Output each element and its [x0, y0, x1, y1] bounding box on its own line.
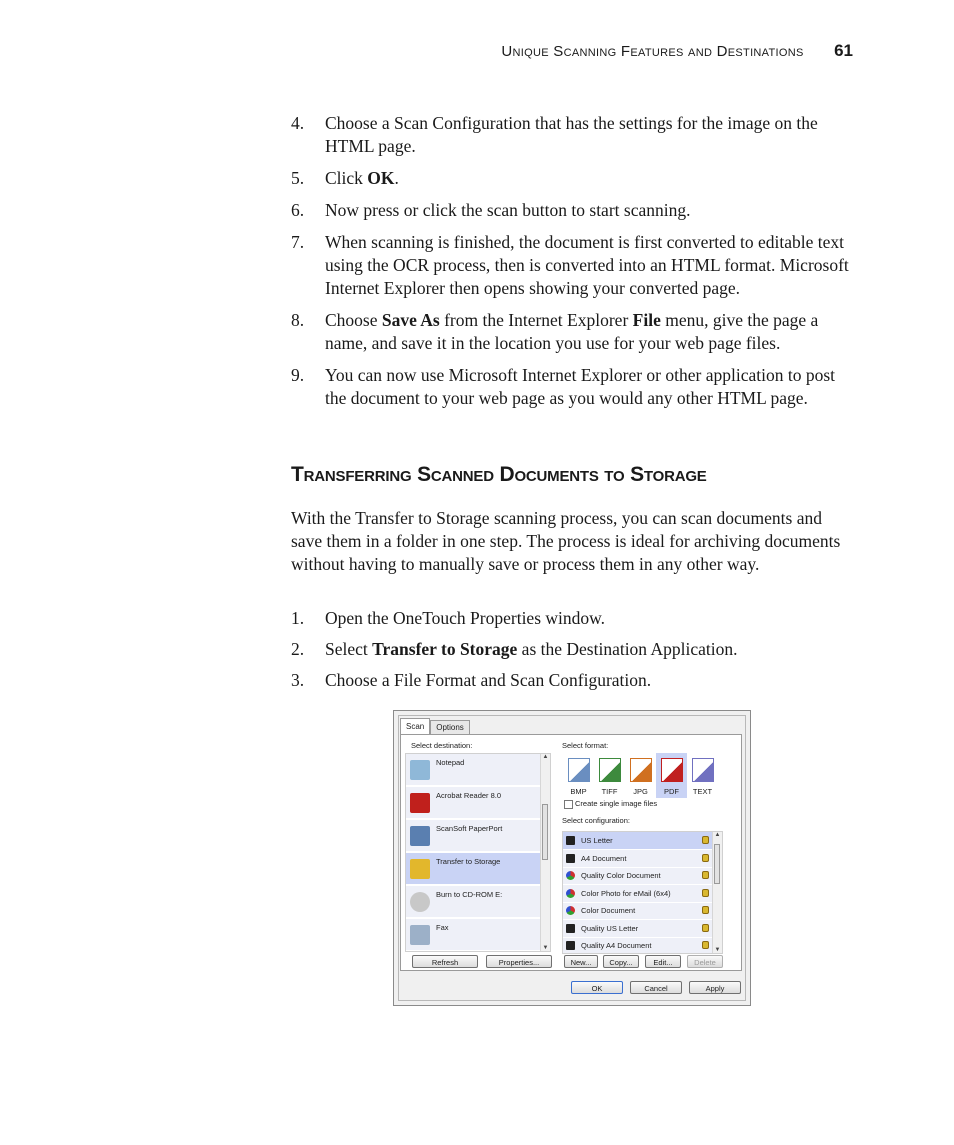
- bw-doc-icon: [566, 941, 575, 950]
- configuration-item[interactable]: [563, 902, 712, 920]
- lock-icon: [702, 906, 709, 914]
- configuration-label: A4 Document: [581, 853, 627, 863]
- steps-list-bottom: [291, 607, 851, 700]
- configuration-scrollbar[interactable]: [712, 832, 722, 953]
- destination-label: ScanSoft PaperPort: [436, 824, 503, 833]
- configuration-item[interactable]: [563, 867, 712, 885]
- step-number: 4.: [291, 113, 305, 133]
- destination-label: Acrobat Reader 8.0: [436, 791, 502, 800]
- storage-icon: [410, 859, 430, 879]
- step-number: 6.: [291, 200, 305, 220]
- step-text: from the Internet Explorer: [439, 310, 633, 330]
- running-header: [430, 41, 853, 61]
- step-text: Choose a Scan Configuration that has the settings for the image on the HTML page.: [325, 113, 818, 156]
- lock-icon: [702, 941, 709, 949]
- section-heading: Transferring Scanned Documents to Storage: [291, 463, 707, 486]
- step-text: Now press or click the scan button to start scanning.: [325, 200, 691, 220]
- step-text: You can now use Microsoft Internet Explorer or other application to post the document to your web page as you would any other HTML page.: [325, 365, 835, 408]
- step-emphasis: Save As: [381, 310, 440, 330]
- step-number: 3.: [291, 670, 305, 690]
- single-image-checkbox-label: Create single image files: [575, 799, 658, 808]
- properties-button[interactable]: Properties...: [486, 955, 552, 968]
- list-item: [291, 112, 851, 158]
- destination-label: Notepad: [436, 758, 465, 767]
- format-bmp-button[interactable]: [563, 753, 594, 798]
- step-number: 7.: [291, 232, 305, 252]
- configuration-label: Quality A4 Document: [581, 941, 652, 950]
- destination-scrollbar[interactable]: [540, 754, 550, 951]
- copy-button[interactable]: Copy...: [603, 955, 639, 968]
- scroll-down-icon[interactable]: ▼: [542, 945, 549, 951]
- notepad-icon: [410, 760, 430, 780]
- cancel-button[interactable]: Cancel: [630, 981, 682, 994]
- configuration-item[interactable]: [563, 937, 712, 954]
- list-item: [291, 231, 851, 300]
- tab-bar: [400, 720, 470, 734]
- list-item: [291, 199, 851, 222]
- step-number: 1.: [291, 608, 305, 628]
- configuration-item[interactable]: [563, 920, 712, 938]
- step-emphasis: Transfer to Storage: [372, 639, 518, 659]
- destination-item[interactable]: [406, 754, 540, 786]
- format-label: TEXT: [692, 787, 713, 796]
- list-item: [291, 309, 851, 355]
- list-item: [291, 607, 851, 630]
- destination-item[interactable]: [406, 853, 540, 885]
- list-item: [291, 364, 851, 410]
- ok-button[interactable]: OK: [571, 981, 623, 994]
- configuration-label: Quality Color Document: [581, 871, 661, 880]
- step-text: Choose a File Format and Scan Configuration.: [325, 670, 652, 690]
- scroll-up-icon[interactable]: ▲: [542, 754, 549, 760]
- lock-icon: [702, 871, 709, 879]
- tab-options[interactable]: Options: [430, 720, 470, 734]
- destination-label: Burn to CD-ROM E:: [436, 890, 503, 899]
- step-text: When scanning is finished, the document is first converted to editable text using the OCR process, then is converted into an HTML format. Microsoft Internet Explorer then opens showing your converted page.: [325, 232, 849, 298]
- configuration-label: Color Document: [581, 906, 636, 915]
- bw-doc-icon: [566, 854, 575, 863]
- step-text: .: [394, 168, 399, 188]
- acrobat-icon: [410, 793, 430, 813]
- scroll-thumb[interactable]: [714, 844, 720, 884]
- select-configuration-label: Select configuration:: [562, 816, 630, 825]
- configuration-item[interactable]: [563, 850, 712, 868]
- fax-icon: [410, 925, 430, 945]
- lock-icon: [702, 924, 709, 932]
- step-text: Choose: [325, 310, 382, 330]
- format-jpg-button[interactable]: [625, 753, 656, 798]
- format-pdf-button[interactable]: [656, 753, 687, 798]
- lock-icon: [702, 889, 709, 897]
- delete-button[interactable]: Delete: [687, 955, 723, 968]
- scroll-up-icon[interactable]: ▲: [714, 832, 721, 838]
- file-format-icon: [692, 758, 714, 782]
- new-button[interactable]: New...: [564, 955, 598, 968]
- destination-label: Transfer to Storage: [436, 857, 501, 866]
- page-number: 61: [834, 41, 853, 60]
- destination-item[interactable]: [406, 820, 540, 852]
- configuration-item[interactable]: [563, 832, 712, 850]
- step-text: as the Destination Application.: [517, 639, 738, 659]
- step-number: 9.: [291, 365, 305, 385]
- format-label: BMP: [570, 787, 587, 796]
- intro-paragraph: With the Transfer to Storage scanning process, you can scan documents and save them in a folder in one step. The process is ideal for archiving documents without having to manually save or process them in any other way.: [291, 508, 841, 574]
- step-number: 5.: [291, 168, 305, 188]
- format-text-button[interactable]: [687, 753, 718, 798]
- step-number: 2.: [291, 639, 305, 659]
- onetouch-properties-dialog: [393, 710, 751, 1006]
- edit-button[interactable]: Edit...: [645, 955, 681, 968]
- file-format-icon: [661, 758, 683, 782]
- step-text: Open the OneTouch Properties window.: [325, 608, 606, 628]
- configuration-label: US Letter: [581, 836, 613, 845]
- steps-list-top: [291, 112, 851, 419]
- format-label: PDF: [664, 787, 679, 796]
- cd-icon: [410, 892, 430, 912]
- apply-button[interactable]: Apply: [689, 981, 741, 994]
- configuration-list[interactable]: [562, 831, 723, 954]
- select-format-label: Select format:: [562, 741, 609, 750]
- file-format-icon: [599, 758, 621, 782]
- lock-icon: [702, 836, 709, 844]
- scroll-down-icon[interactable]: ▼: [714, 947, 721, 953]
- destination-list[interactable]: [405, 753, 551, 952]
- lock-icon: [702, 854, 709, 862]
- single-image-checkbox[interactable]: [564, 800, 573, 809]
- color-doc-icon: [566, 871, 575, 880]
- destination-item[interactable]: [406, 787, 540, 819]
- list-item: [291, 669, 851, 692]
- running-header-title: Unique Scanning Features and Destinations: [501, 43, 804, 60]
- select-destination-label: Select destination:: [411, 741, 473, 750]
- destination-item[interactable]: [406, 919, 540, 951]
- refresh-button[interactable]: Refresh: [412, 955, 478, 968]
- color-doc-icon: [566, 906, 575, 915]
- configuration-item[interactable]: [563, 885, 712, 903]
- destination-label: Fax: [436, 923, 449, 932]
- configuration-label: Quality US Letter: [581, 923, 639, 933]
- step-emphasis: OK: [367, 168, 395, 188]
- scroll-thumb[interactable]: [542, 804, 548, 860]
- step-text: menu, give the page a name, and save it in the location you use for your web page files.: [325, 310, 819, 353]
- format-label: TIFF: [601, 787, 618, 796]
- format-tiff-button[interactable]: [594, 753, 625, 798]
- destination-item[interactable]: [406, 886, 540, 918]
- step-number: 8.: [291, 310, 305, 330]
- file-format-icon: [568, 758, 590, 782]
- tab-scan[interactable]: Scan: [400, 718, 430, 734]
- paperport-icon: [410, 826, 430, 846]
- format-label: JPG: [633, 787, 648, 796]
- bw-doc-icon: [566, 924, 575, 933]
- step-text: Select: [325, 639, 373, 659]
- list-item: [291, 638, 851, 661]
- step-emphasis: File: [632, 310, 661, 330]
- step-text: Click: [325, 168, 368, 188]
- bw-doc-icon: [566, 836, 575, 845]
- format-list: [563, 753, 718, 798]
- file-format-icon: [630, 758, 652, 782]
- configuration-label: Color Photo for eMail (6x4): [581, 888, 671, 898]
- color-doc-icon: [566, 889, 575, 898]
- list-item: [291, 167, 851, 190]
